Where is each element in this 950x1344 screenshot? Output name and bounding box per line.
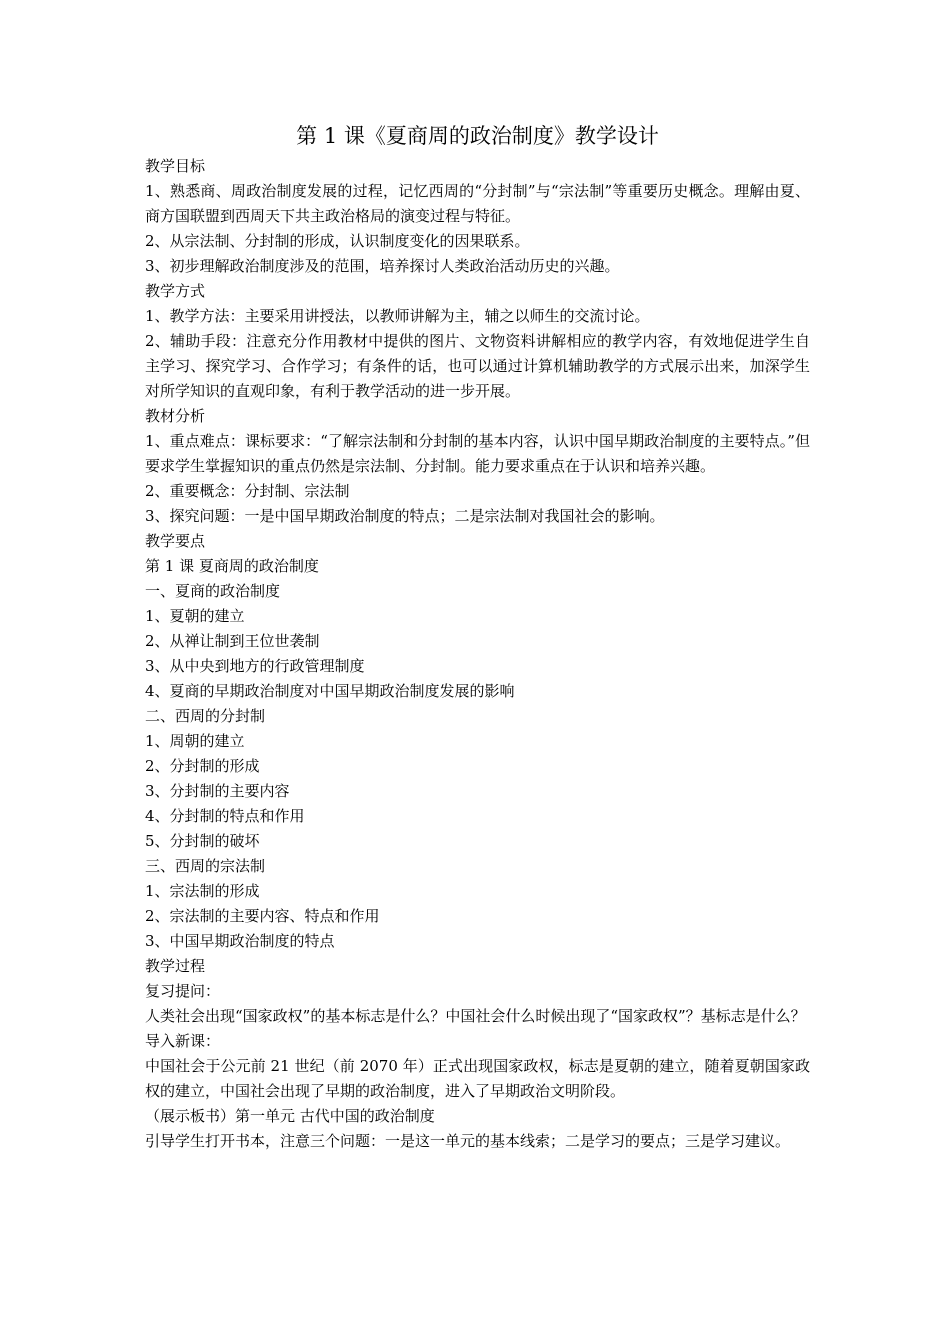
outline-item: 1、宗法制的形成 [145, 882, 260, 900]
subheading-review: 复习提问： [145, 982, 221, 1000]
paragraph-analysis-1: 1、重点难点：课标要求：“了解宗法制和分封制的基本内容，认识中国早期政治制度的主要特点。”但要求学生掌握知识的重点仍然是宗法制、分封制。能力要求重点在于认识和培养兴趣。 [145, 432, 810, 475]
paragraph-objective-3: 3、初步理解政治制度涉及的范围，培养探讨人类政治活动历史的兴趣。 [145, 257, 620, 275]
paragraph-analysis-3: 3、探究问题：一是中国早期政治制度的特点；二是宗法制对我国社会的影响。 [145, 507, 665, 525]
outline-part-3: 三、西周的宗法制 [145, 857, 266, 875]
paragraph-review-question: 人类社会出现“国家政权”的基本标志是什么？中国社会什么时候出现了“国家政权”？基标志是什么？ [145, 1007, 806, 1025]
paragraph-method-1: 1、教学方法：主要采用讲授法，以教师讲解为主，辅之以师生的交流讨论。 [145, 307, 650, 325]
document-page [145, 118, 810, 1154]
paragraph-objective-1: 1、熟悉商、周政治制度发展的过程，记忆西周的“分封制”与“宗法制”等重要历史概念。理解由夏、商方国联盟到西周天下共主政治格局的演变过程与特征。 [145, 182, 810, 225]
outline-item: 2、分封制的形成 [145, 757, 260, 775]
outline-item: 4、夏商的早期政治制度对中国早期政治制度发展的影响 [145, 682, 515, 700]
paragraph-guidance: 引导学生打开书本，注意三个问题：一是这一单元的基本线索；二是学习的要点；三是学习建议。 [145, 1132, 791, 1150]
paragraph-introduction: 中国社会于公元前 21 世纪（前 2070 年）正式出现国家政权，标志是夏朝的建立，随着夏朝国家政权的建立，中国社会出现了早期的政治制度，进入了早期政治文明阶段。 [145, 1057, 810, 1100]
outline-item: 2、从禅让制到王位世袭制 [145, 632, 320, 650]
outline-item: 2、宗法制的主要内容、特点和作用 [145, 907, 380, 925]
section-heading-key-points: 教学要点 [145, 532, 206, 550]
outline-item: 1、周朝的建立 [145, 732, 245, 750]
subheading-introduction: 导入新课： [145, 1032, 221, 1050]
section-heading-process: 教学过程 [145, 957, 206, 975]
document-title: 第 1 课《夏商周的政治制度》教学设计 [296, 124, 659, 148]
outline-part-1: 一、夏商的政治制度 [145, 582, 281, 600]
outline-item: 3、分封制的主要内容 [145, 782, 290, 800]
paragraph-board-display: （展示板书）第一单元 古代中国的政治制度 [145, 1107, 435, 1125]
outline-item: 3、中国早期政治制度的特点 [145, 932, 335, 950]
paragraph-method-2: 2、辅助手段：注意充分作用教材中提供的图片、文物资料讲解相应的教学内容，有效地促进学生自主学习、探究学习、合作学习；有条件的话，也可以通过计算机辅助教学的方式展示出来，加深学生对所学知识的直观印象，有利于教学活动的进一步开展。 [145, 332, 810, 400]
outline-lesson-title: 第 1 课 夏商周的政治制度 [145, 557, 319, 575]
outline-item: 4、分封制的特点和作用 [145, 807, 305, 825]
outline-item: 3、从中央到地方的行政管理制度 [145, 657, 365, 675]
paragraph-analysis-2: 2、重要概念：分封制、宗法制 [145, 482, 350, 500]
paragraph-objective-2: 2、从宗法制、分封制的形成，认识制度变化的因果联系。 [145, 232, 530, 250]
outline-item: 1、夏朝的建立 [145, 607, 245, 625]
outline-item: 5、分封制的破坏 [145, 832, 260, 850]
section-heading-objectives: 教学目标 [145, 157, 206, 175]
outline-part-2: 二、西周的分封制 [145, 707, 266, 725]
section-heading-analysis: 教材分析 [145, 407, 206, 425]
section-heading-methods: 教学方式 [145, 282, 206, 300]
